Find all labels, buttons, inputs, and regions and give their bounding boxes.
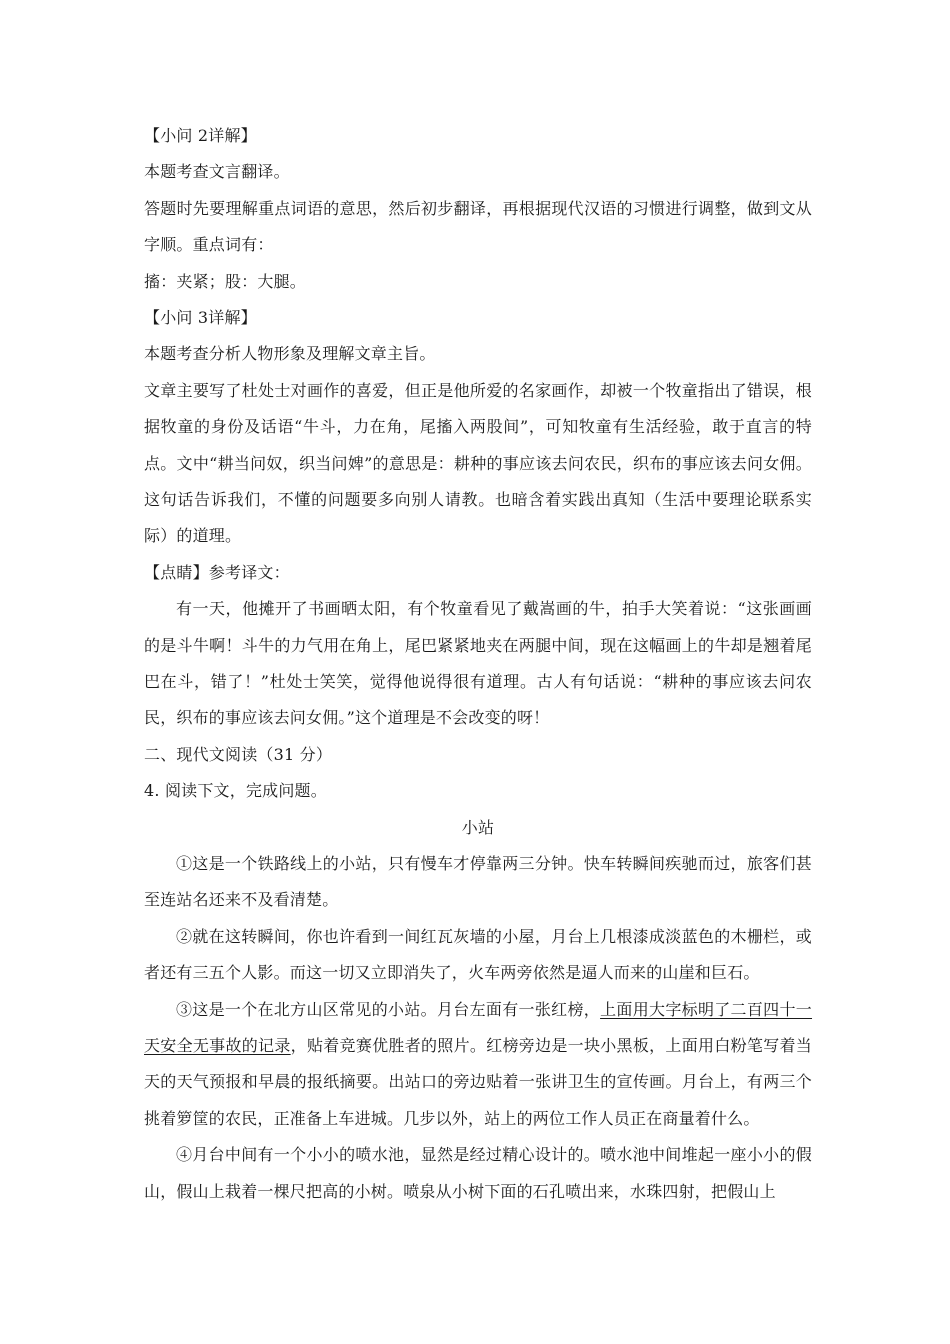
paragraph-3-end: ，贴着竞赛优胜者的照片。红榜旁边是一块小黑板，上面用白粉笔写着当天的天气预报和早晨的报纸摘要。出站口的旁边贴着一张讲卫生的宣传画。月台上，有两三个挑着箩筐的农民，正准备上车进城。几步以外，站上的两位工作人员正在商量着什么。 [144, 1036, 812, 1128]
q3-heading: 【小问 3详解】 [144, 307, 257, 327]
q2-topic: 本题考查文言翻译。 [144, 162, 290, 182]
q3-analysis: 文章主要写了杜处士对画作的喜爱，但正是他所爱的名家画作，却被一个牧童指出了错误，根据牧童的身份及话语“牛斗，力在角，尾搐入两股间”，可知牧童有生活经验，敢于直言的特点。文中“耕当问奴，织当问婢”的意思是：耕种的事应该去问农民，织布的事应该去问女佣。这句话告诉我们，不懂的问题要多向别人请教。也暗含着实践出真知（生活中要理论联系实际）的道理。 [144, 380, 812, 546]
article-paragraph-1: ①这是一个铁路线上的小站，只有慢车才停靠两三分钟。快车转瞬间疾驰而过，旅客们甚至连站名还来不及看清楚。 [144, 853, 812, 910]
article-title: 小站 [461, 817, 495, 837]
document-page [144, 118, 812, 1210]
q2-keywords: 搐：夹紧；股：大腿。 [144, 271, 307, 291]
q2-method: 答题时先要理解重点词语的意思，然后初步翻译，再根据现代汉语的习惯进行调整，做到文从字顺。重点词有： [144, 198, 812, 255]
article-paragraph-2: ②就在这转瞬间，你也许看到一间红瓦灰墙的小屋，月台上几根漆成淡蓝色的木栅栏，或者还有三五个人影。而这一切又立即消失了，火车两旁依然是逼人而来的山崖和巨石。 [144, 926, 812, 983]
article-paragraph-3 [144, 992, 812, 1138]
q2-heading: 【小问 2详解】 [144, 126, 257, 145]
dianjing-label: 【点睛】参考译文： [144, 562, 290, 582]
question-4-prompt: 4. 阅读下文，完成问题。 [144, 781, 327, 801]
article-paragraph-4: ④月台中间有一个小小的喷水池，显然是经过精心设计的。喷水池中间堆起一座小小的假山，假山上栽着一棵尺把高的小树。喷泉从小树下面的石孔喷出来，水珠四射，把假山上 [144, 1145, 812, 1201]
underlined-sentence: 上面用大字标明了二百四十一天安全无事故的记录 [144, 999, 813, 1056]
paragraph-3-start: ③这是一个在北方山区常见的小站。月台左面有一张红榜， [176, 999, 601, 1019]
section-title: 二、现代文阅读（31 分） [144, 744, 333, 764]
dianjing-translation: 有一天，他摊开了书画晒太阳，有个牧童看见了戴嵩画的牛，拍手大笑着说：“这张画画的是斗牛啊！斗牛的力气用在角上，尾巴紧紧地夹在两腿中间，现在这幅画上的牛却是翘着尾巴在斗，错了！”杜处士笑笑，觉得他说得很有道理。古人有句话说：“耕种的事应该去问农民，织布的事应该去问女佣。”这个道理是不会改变的呀！ [144, 599, 812, 728]
q3-topic: 本题考查分析人物形象及理解文章主旨。 [144, 344, 436, 364]
